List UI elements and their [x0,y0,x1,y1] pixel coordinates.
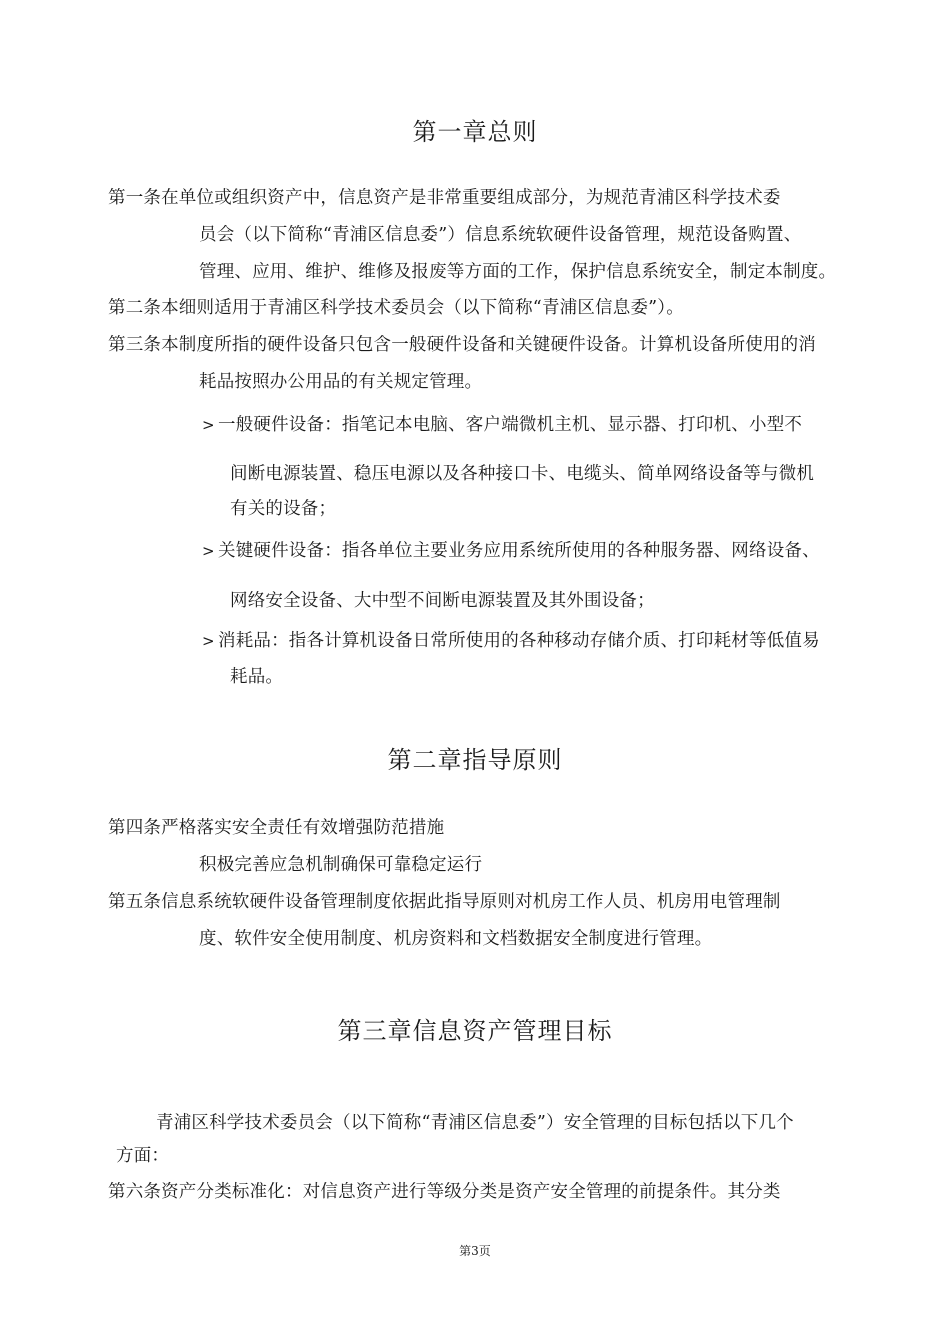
page-number: 第3页 [459,1244,491,1258]
list-item-general-hardware-line-3: 有关的设备； [230,499,337,519]
article-4-line-1: 第四条严格落实安全责任有效增强防范措施 [108,818,445,838]
list-item-key-hardware [202,539,820,563]
article-6-line-1: 第六条资产分类标准化：对信息资产进行等级分类是资产安全管理的前提条件。其分类 [108,1182,781,1202]
article-1-line-2: 员会（以下简称“青浦区信息委”）信息系统软硬件设备管理，规范设备购置、 [199,225,802,245]
article-3-line-1: 第三条本制度所指的硬件设备只包含一般硬件设备和关键硬件设备。计算机设备所使用的消 [108,335,816,355]
bullet-icon: > [202,632,215,650]
article-4-line-2: 积极完善应急机制确保可靠稳定运行 [199,855,483,875]
chapter-title-2: 第二章指导原则 [387,746,563,774]
chapter-title-3: 第三章信息资产管理目标 [337,1017,613,1045]
goals-intro-line-2: 方面： [116,1146,170,1166]
list-item-general-hardware [202,413,802,437]
list-item-text: 关键硬件设备：指各单位主要业务应用系统所使用的各种服务器、网络设备、 [218,541,820,561]
list-item-consumables-line-2: 耗品。 [230,667,284,687]
list-item-text: 一般硬件设备：指笔记本电脑、客户端微机主机、显示器、打印机、小型不 [218,415,803,435]
bullet-icon: > [202,542,215,560]
goals-intro-line-1: 青浦区科学技术委员会（以下简称“青浦区信息委”）安全管理的目标包括以下几个 [156,1113,794,1133]
article-2-line-1: 第二条本细则适用于青浦区科学技术委员会（以下简称“青浦区信息委”）。 [108,298,684,318]
article-5-line-2: 度、软件安全使用制度、机房资料和文档数据安全制度进行管理。 [199,929,713,949]
list-item-text: 消耗品：指各计算机设备日常所使用的各种移动存储介质、打印耗材等低值易 [218,631,820,651]
article-3-line-2: 耗品按照办公用品的有关规定管理。 [199,372,483,392]
list-item-general-hardware-line-2: 间断电源装置、稳压电源以及各种接口卡、电缆头、简单网络设备等与微机 [230,464,815,484]
article-5-line-1: 第五条信息系统软硬件设备管理制度依据此指导原则对机房工作人员、机房用电管理制 [108,892,781,912]
chapter-title-1: 第一章总则 [412,118,538,146]
bullet-icon: > [202,416,215,434]
list-item-consumables [202,629,820,653]
article-1-line-3: 管理、应用、维护、维修及报废等方面的工作，保护信息系统安全，制定本制度。 [199,262,837,282]
list-item-key-hardware-line-2: 网络安全设备、大中型不间断电源装置及其外围设备； [230,591,655,611]
article-1-line-1: 第一条在单位或组织资产中，信息资产是非常重要组成部分，为规范青浦区科学技术委 [108,188,781,208]
